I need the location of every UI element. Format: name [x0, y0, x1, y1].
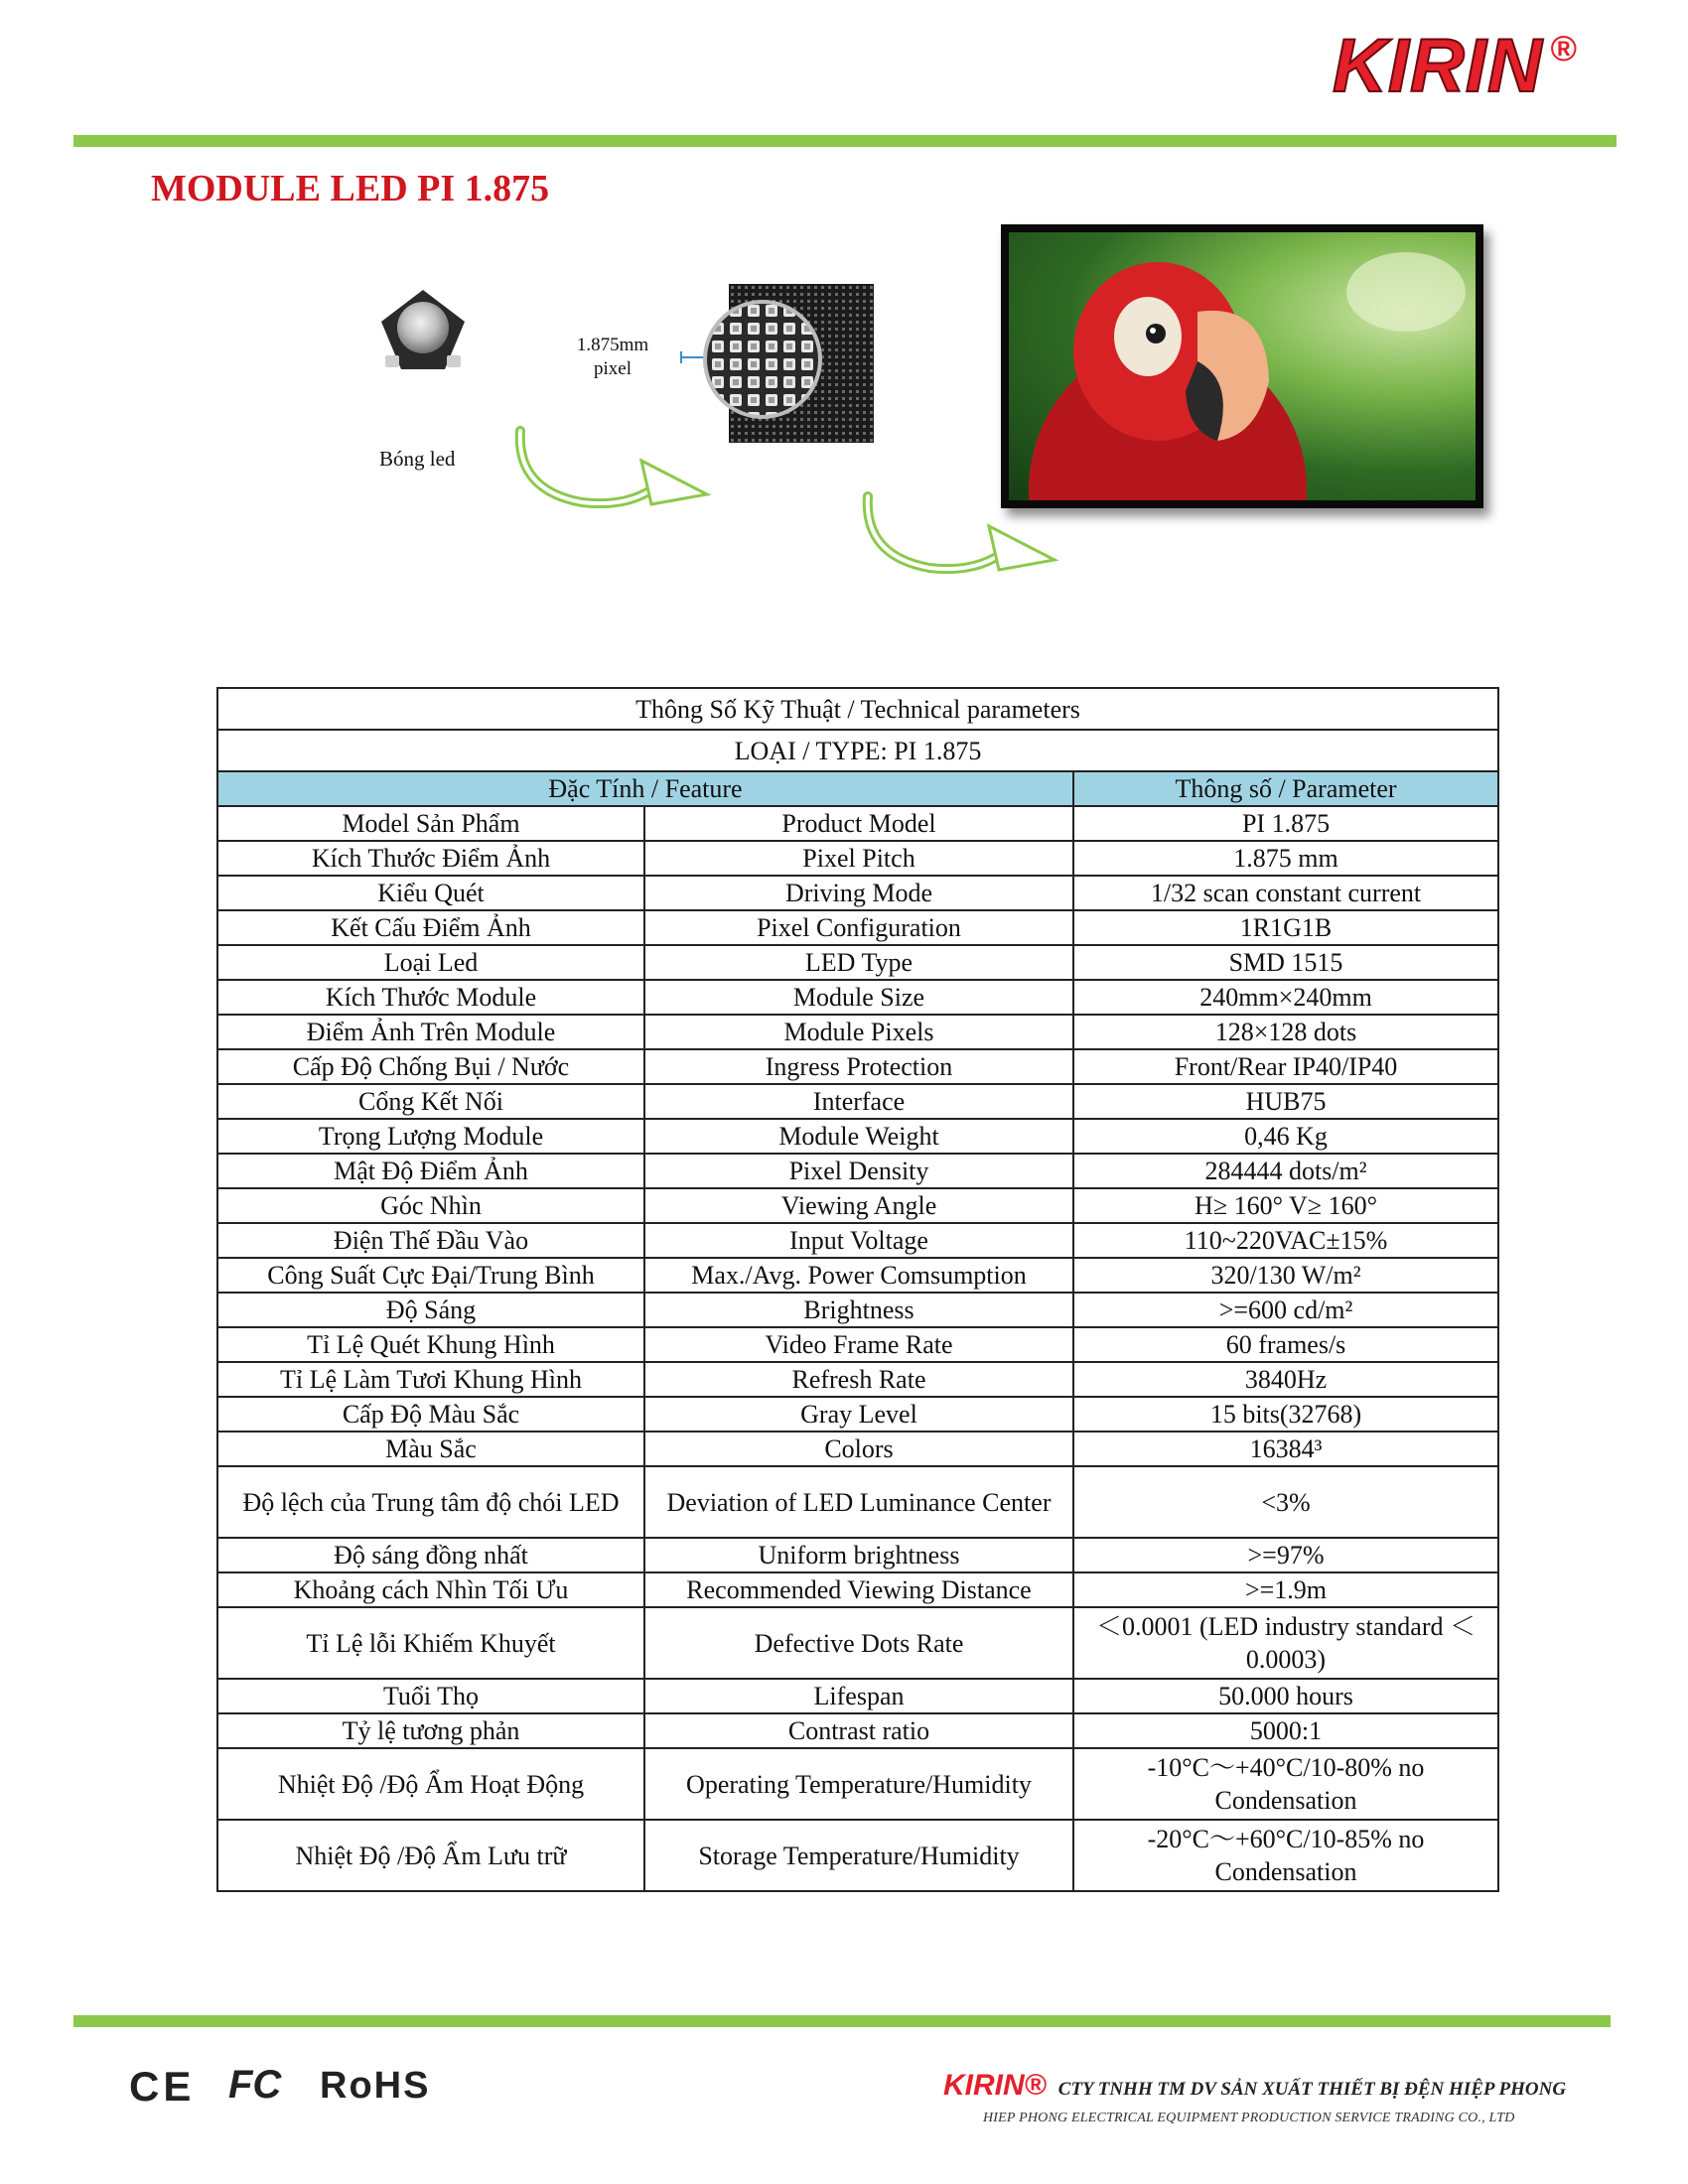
table-row [217, 1223, 1498, 1258]
cell-en: Module Pixels [644, 1015, 1073, 1049]
cell-vi: Nhiệt Độ /Độ Ẩm Lưu trữ [217, 1820, 644, 1891]
cell-en: Lifespan [644, 1679, 1073, 1713]
cell-value: 60 frames/s [1073, 1327, 1498, 1362]
cell-en: Operating Temperature/Humidity [644, 1748, 1073, 1820]
cell-vi: Mật Độ Điểm Ảnh [217, 1154, 644, 1188]
cell-en: Refresh Rate [644, 1362, 1073, 1397]
cell-vi: Điểm Ảnh Trên Module [217, 1015, 644, 1049]
led-bulb-image [375, 286, 471, 381]
cell-en: Uniform brightness [644, 1538, 1073, 1572]
cell-vi: Cấp Độ Màu Sắc [217, 1397, 644, 1432]
cell-en: Input Voltage [644, 1223, 1073, 1258]
cell-vi: Màu Sắc [217, 1432, 644, 1466]
cell-vi: Cấp Độ Chống Bụi / Nước [217, 1049, 644, 1084]
table-row [217, 1713, 1498, 1748]
table-row [217, 1572, 1498, 1607]
cell-en: Ingress Protection [644, 1049, 1073, 1084]
display-photo-parrot [1001, 224, 1483, 508]
cell-value: SMD 1515 [1073, 945, 1498, 980]
cell-vi: Độ lệch của Trung tâm độ chói LED [217, 1466, 644, 1538]
cell-en: Module Weight [644, 1119, 1073, 1154]
cell-value: -20°C～+60°C/10-85% no Condensation [1073, 1820, 1498, 1891]
fc-mark-icon: FC [228, 2063, 282, 2107]
top-green-divider [73, 135, 1617, 147]
footer-company [943, 2069, 1589, 2126]
type-label: LOẠI / TYPE: PI 1.875 [217, 730, 1498, 771]
cell-vi: Kết Cấu Điểm Ảnh [217, 910, 644, 945]
cell-value: 1R1G1B [1073, 910, 1498, 945]
table-row [217, 1084, 1498, 1119]
arrow-led-to-module-icon [512, 421, 711, 520]
table-row [217, 841, 1498, 876]
cell-vi: Kích Thước Điểm Ảnh [217, 841, 644, 876]
cell-vi: Loại Led [217, 945, 644, 980]
company-name-vi: CTY TNHH TM DV SẢN XUẤT THIẾT BỊ ĐỆN HIỆP PHONG [1057, 2079, 1567, 2100]
rohs-mark-icon: RoHS [320, 2065, 431, 2107]
parameter-header: Thông số / Parameter [1073, 771, 1498, 806]
table-row [217, 945, 1498, 980]
table-row [217, 1432, 1498, 1466]
led-label: Bóng led [379, 447, 456, 471]
cell-value: 240mm×240mm [1073, 980, 1498, 1015]
cell-value: 110~220VAC±15% [1073, 1223, 1498, 1258]
cell-value: -10°C～+40°C/10-80% no Condensation [1073, 1748, 1498, 1820]
cell-value: 5000:1 [1073, 1713, 1498, 1748]
cell-en: Pixel Density [644, 1154, 1073, 1188]
company-name-en: HIEP PHONG ELECTRICAL EQUIPMENT PRODUCTION SERVICE TRADING CO., LTD [983, 2111, 1515, 2125]
cell-en: Module Size [644, 980, 1073, 1015]
cell-en: Pixel Pitch [644, 841, 1073, 876]
cell-en: Brightness [644, 1293, 1073, 1327]
arrow-module-to-display-icon [860, 490, 1058, 590]
cell-vi: Độ sáng đồng nhất [217, 1538, 644, 1572]
cell-vi: Trọng Lượng Module [217, 1119, 644, 1154]
cell-vi: Kích Thước Module [217, 980, 644, 1015]
cell-value: 0,46 Kg [1073, 1119, 1498, 1154]
ce-mark-icon: CE [129, 2063, 196, 2110]
cell-en: Contrast ratio [644, 1713, 1073, 1748]
feature-header-row [217, 771, 1498, 806]
cell-vi: Độ Sáng [217, 1293, 644, 1327]
table-row [217, 1154, 1498, 1188]
pixel-pitch-label: 1.875mm pixel [576, 335, 649, 379]
cell-value: 16384³ [1073, 1432, 1498, 1466]
cell-vi: Model Sản Phẩm [217, 806, 644, 841]
table-row [217, 1258, 1498, 1293]
table-row [217, 1049, 1498, 1084]
table-header: Thông Số Kỹ Thuật / Technical parameters [217, 688, 1498, 730]
cell-en: Interface [644, 1084, 1073, 1119]
cell-vi: Tỉ Lệ lỗi Khiếm Khuyết [217, 1607, 644, 1679]
cell-value: 128×128 dots [1073, 1015, 1498, 1049]
kirin-logo [1333, 22, 1577, 111]
bottom-green-divider [73, 2015, 1611, 2027]
cell-vi: Nhiệt Độ /Độ Ẩm Hoạt Động [217, 1748, 644, 1820]
cell-value: 284444 dots/m² [1073, 1154, 1498, 1188]
page-title: MODULE LED PI 1.875 [151, 168, 550, 209]
cell-value: 1.875 mm [1073, 841, 1498, 876]
cell-en: Storage Temperature/Humidity [644, 1820, 1073, 1891]
table-row [217, 1607, 1498, 1679]
cell-en: Defective Dots Rate [644, 1607, 1073, 1679]
cell-en: LED Type [644, 945, 1073, 980]
cell-value: >=600 cd/m² [1073, 1293, 1498, 1327]
cell-en: Video Frame Rate [644, 1327, 1073, 1362]
table-row [217, 1293, 1498, 1327]
cell-value: 50.000 hours [1073, 1679, 1498, 1713]
kirin-logo-text: KIRIN [1333, 24, 1543, 108]
cell-en: Max./Avg. Power Comsumption [644, 1258, 1073, 1293]
table-row [217, 806, 1498, 841]
cell-vi: Tỉ Lệ Quét Khung Hình [217, 1327, 644, 1362]
table-row [217, 910, 1498, 945]
cell-vi: Cổng Kết Nối [217, 1084, 644, 1119]
table-row [217, 1327, 1498, 1362]
footer-brand: KIRIN® [943, 2069, 1047, 2102]
table-row [217, 1119, 1498, 1154]
spec-table [216, 687, 1499, 1892]
table-row [217, 1362, 1498, 1397]
cell-en: Recommended Viewing Distance [644, 1572, 1073, 1607]
cell-value: 320/130 W/m² [1073, 1258, 1498, 1293]
cell-vi: Tuổi Thọ [217, 1679, 644, 1713]
cell-value: 3840Hz [1073, 1362, 1498, 1397]
cell-en: Viewing Angle [644, 1188, 1073, 1223]
table-row [217, 1397, 1498, 1432]
table-row [217, 1820, 1498, 1891]
cell-vi: Khoảng cách Nhìn Tối Ưu [217, 1572, 644, 1607]
cell-vi: Tỉ Lệ Làm Tươi Khung Hình [217, 1362, 644, 1397]
table-row [217, 1748, 1498, 1820]
cell-value: <3% [1073, 1466, 1498, 1538]
cell-vi: Công Suất Cực Đại/Trung Bình [217, 1258, 644, 1293]
registered-mark: ® [1550, 28, 1577, 68]
cell-value: PI 1.875 [1073, 806, 1498, 841]
cell-value: H≥ 160° V≥ 160° [1073, 1188, 1498, 1223]
cell-vi: Điện Thế Đầu Vào [217, 1223, 644, 1258]
table-row [217, 1538, 1498, 1572]
cell-value: >=97% [1073, 1538, 1498, 1572]
table-header-row [217, 688, 1498, 730]
table-row [217, 1188, 1498, 1223]
cell-value: 15 bits(32768) [1073, 1397, 1498, 1432]
cell-value: >=1.9m [1073, 1572, 1498, 1607]
cell-en: Deviation of LED Luminance Center [644, 1466, 1073, 1538]
cell-vi: Tỷ lệ tương phản [217, 1713, 644, 1748]
cell-en: Gray Level [644, 1397, 1073, 1432]
type-row [217, 730, 1498, 771]
cell-en: Driving Mode [644, 876, 1073, 910]
cell-value: Front/Rear IP40/IP40 [1073, 1049, 1498, 1084]
table-row [217, 876, 1498, 910]
cell-value: HUB75 [1073, 1084, 1498, 1119]
cell-vi: Góc Nhìn [217, 1188, 644, 1223]
cell-en: Colors [644, 1432, 1073, 1466]
feature-header: Đặc Tính / Feature [217, 771, 1073, 806]
cell-en: Product Model [644, 806, 1073, 841]
table-row [217, 1466, 1498, 1538]
table-row [217, 1015, 1498, 1049]
cell-value: 1/32 scan constant current [1073, 876, 1498, 910]
cell-value: ＜0.0001 (LED industry standard ＜0.0003) [1073, 1607, 1498, 1679]
cell-en: Pixel Configuration [644, 910, 1073, 945]
table-row [217, 980, 1498, 1015]
cell-vi: Kiểu Quét [217, 876, 644, 910]
table-row [217, 1679, 1498, 1713]
